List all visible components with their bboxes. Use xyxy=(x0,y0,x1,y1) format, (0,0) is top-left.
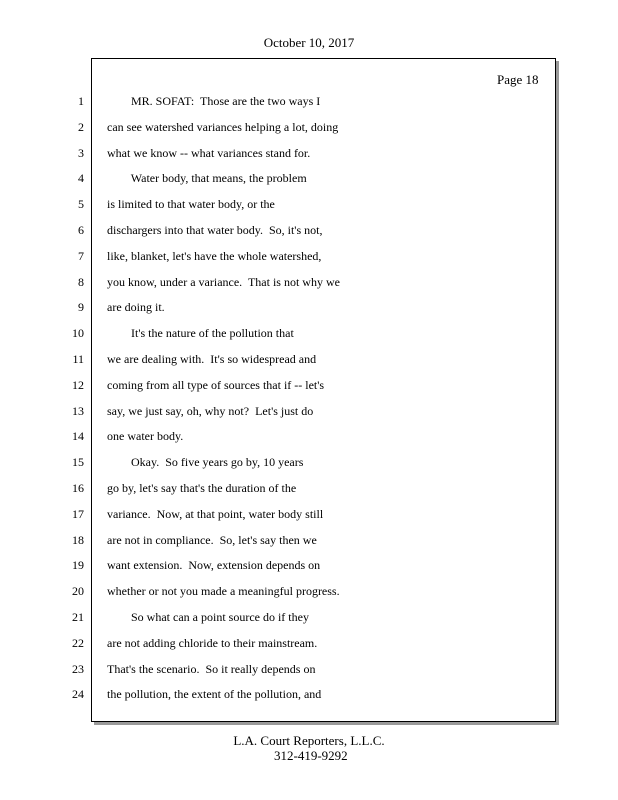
line-text: what we know -- what variances stand for. xyxy=(107,146,311,160)
line-text: So what can a point source do if they xyxy=(107,610,309,624)
line-text: one water body. xyxy=(107,429,184,443)
line-number: 19 xyxy=(72,558,84,572)
line-number: 5 xyxy=(78,197,84,211)
line-number: 7 xyxy=(78,249,84,263)
line-text: variance. Now, at that point, water body still xyxy=(107,507,324,521)
line-text: That's the scenario. So it really depends on xyxy=(107,662,316,676)
line-text: are not in compliance. So, let's say then we xyxy=(107,533,317,547)
line-text: is limited to that water body, or the xyxy=(107,197,275,211)
footer-company: L.A. Court Reporters, L.L.C. xyxy=(233,733,385,748)
header-date: October 10, 2017 xyxy=(263,35,355,50)
line-number: 14 xyxy=(72,429,84,443)
line-text: we are dealing with. It's so widespread and xyxy=(107,352,317,366)
line-text: dischargers into that water body. So, it's not, xyxy=(107,223,323,237)
line-number: 6 xyxy=(78,223,84,237)
line-text: coming from all type of sources that if -- let's xyxy=(107,378,325,392)
line-number: 21 xyxy=(72,610,84,624)
line-number: 9 xyxy=(78,300,84,314)
line-number: 16 xyxy=(72,481,84,495)
line-number: 18 xyxy=(72,533,84,547)
line-number: 4 xyxy=(78,171,84,185)
line-text: It's the nature of the pollution that xyxy=(107,326,294,340)
line-text: you know, under a variance. That is not why we xyxy=(107,275,340,289)
line-number: 1 xyxy=(78,94,84,108)
line-text: like, blanket, let's have the whole watershed, xyxy=(107,249,322,263)
line-text: MR. SOFAT: Those are the two ways I xyxy=(107,94,321,108)
line-text: go by, let's say that's the duration of the xyxy=(107,481,297,495)
line-number: 15 xyxy=(72,455,84,469)
line-text: are not adding chloride to their mainstream. xyxy=(107,636,318,650)
line-number: 2 xyxy=(78,120,84,134)
line-number: 23 xyxy=(72,662,84,676)
line-number: 20 xyxy=(72,584,84,598)
line-number: 11 xyxy=(72,352,84,366)
line-number: 10 xyxy=(72,326,84,340)
line-text: can see watershed variances helping a lot, doing xyxy=(107,120,339,134)
line-text: want extension. Now, extension depends on xyxy=(107,558,321,572)
line-number: 24 xyxy=(72,687,84,701)
footer-phone: 312-419-9292 xyxy=(274,748,348,763)
line-text: the pollution, the extent of the pollution, and xyxy=(107,687,322,701)
line-text: are doing it. xyxy=(107,300,165,314)
line-number: 3 xyxy=(78,146,84,160)
line-number: 17 xyxy=(72,507,84,521)
page-number: Page 18 xyxy=(497,72,539,87)
line-text: say, we just say, oh, why not? Let's just do xyxy=(107,404,314,418)
line-number: 13 xyxy=(72,404,84,418)
line-number: 12 xyxy=(72,378,84,392)
line-text: whether or not you made a meaningful progress. xyxy=(107,584,340,598)
line-text: Water body, that means, the problem xyxy=(107,171,307,185)
line-number: 8 xyxy=(78,275,84,289)
line-text: Okay. So five years go by, 10 years xyxy=(107,455,304,469)
line-number: 22 xyxy=(72,636,84,650)
